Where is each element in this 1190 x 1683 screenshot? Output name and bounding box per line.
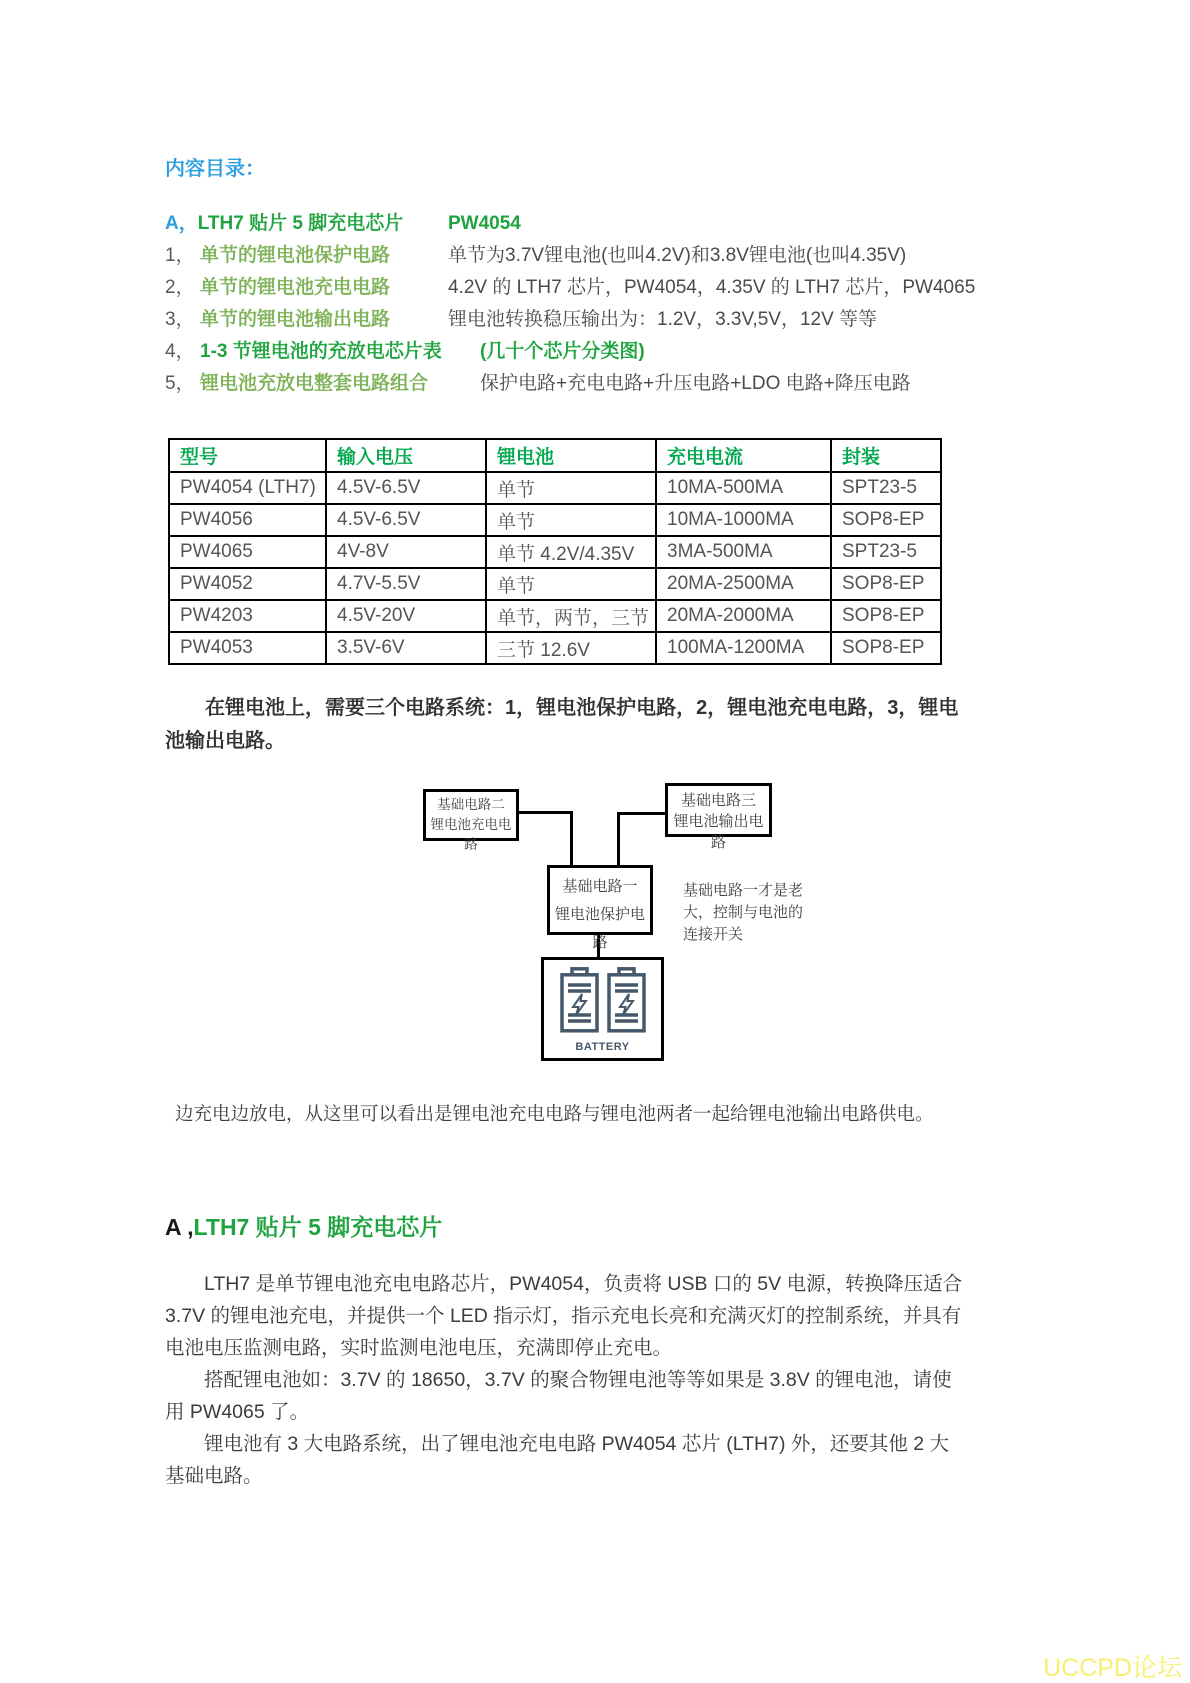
diagram-note-line: 连接开关 — [683, 926, 744, 943]
battery-box — [541, 957, 664, 1061]
toc-item-number: 3， — [165, 309, 195, 330]
table-cell: 20MA-2000MA — [656, 600, 831, 632]
toc-item-desc: (几十个芯片分类图) — [480, 341, 645, 362]
table-row — [169, 600, 941, 632]
diagram-box-title: 基础电路二 — [437, 797, 505, 812]
table-cell: 4.7V-5.5V — [326, 568, 486, 600]
table-header-cell: 锂电池 — [486, 439, 656, 472]
table-cell: 4.5V-20V — [326, 600, 486, 632]
section-heading-label: LTH7 贴片 5 脚充电芯片 — [193, 1214, 443, 1240]
body-paragraph: 搭配锂电池如：3.7V 的 18650，3.7V 的聚合物锂电池等等如果是 3.8V 的锂电池，请使用 PW4065 了。 — [165, 1369, 952, 1423]
table-cell: 单节 — [486, 568, 656, 600]
table-cell: SOP8-EP — [831, 600, 941, 632]
toc-item-desc: 单节为3.7V锂电池(也叫4.2V)和3.8V锂电池(也叫4.35V) — [448, 245, 907, 266]
table-header-cell: 充电电流 — [656, 439, 831, 472]
toc-item-number: 4， — [165, 341, 195, 362]
table-header-cell: 封装 — [831, 439, 941, 472]
table-cell: 3.5V-6V — [326, 632, 486, 664]
table-cell: PW4054 (LTH7) — [169, 472, 326, 504]
diagram-box-title: 基础电路三 — [680, 792, 756, 809]
toc-item-1 — [165, 240, 995, 272]
table-cell: 20MA-2500MA — [656, 568, 831, 600]
table-cell: 3MA-500MA — [656, 536, 831, 568]
diagram-box-charging-circuit — [423, 789, 519, 852]
table-cell: 10MA-1000MA — [656, 504, 831, 536]
toc-item-label: 1-3 节锂电池的充放电芯片表 — [200, 341, 442, 362]
table-row — [169, 568, 941, 600]
connector-line — [617, 812, 665, 815]
toc-item-label: 单节的锂电池保护电路 — [200, 245, 391, 266]
toc-title: 内容目录： — [165, 158, 265, 180]
table-cell: PW4203 — [169, 600, 326, 632]
connector-line — [519, 811, 573, 814]
table-header-cell: 输入电压 — [326, 439, 486, 472]
table-cell: PW4065 — [169, 536, 326, 568]
toc-item-desc: 4.2V 的 LTH7 芯片，PW4054，4.35V 的 LTH7 芯片，PW4065 — [448, 277, 976, 298]
table-cell: 单节，两节，三节 — [486, 600, 656, 632]
circuit-diagram — [380, 780, 840, 1080]
table-cell: SOP8-EP — [831, 504, 941, 536]
toc-heading-label: LTH7 贴片 5 脚充电芯片 — [197, 213, 404, 234]
table-cell: PW4056 — [169, 504, 326, 536]
table-cell: SOP8-EP — [831, 568, 941, 600]
diagram-caption: 边充电边放电，从这里可以看出是锂电池充电电路与锂电池两者一起给锂电池输出电路供电。 — [175, 1103, 934, 1124]
table-row — [169, 536, 941, 568]
diagram-box-protection-circuit — [547, 865, 653, 951]
table-cell: PW4052 — [169, 568, 326, 600]
table-header-cell: 型号 — [169, 439, 326, 472]
diagram-box-title: 基础电路一 — [562, 878, 638, 895]
section-heading-prefix: A , — [165, 1214, 194, 1240]
table-cell: PW4053 — [169, 632, 326, 664]
toc-item-5 — [165, 368, 995, 400]
toc-item-number: 2， — [165, 277, 195, 298]
chip-table — [168, 438, 942, 665]
battery-label: BATTERY — [575, 1041, 630, 1053]
table-cell: 单节 — [486, 504, 656, 536]
table-header-row — [169, 439, 941, 472]
connector-line — [617, 812, 620, 868]
body-copy — [165, 1268, 967, 1492]
toc-item-4 — [165, 336, 995, 368]
toc-item-label: 锂电池充放电整套电路组合 — [200, 373, 429, 394]
diagram-box-subtitle: 锂电池充电电路 — [430, 817, 512, 852]
intro-paragraph: 在锂电池上，需要三个电路系统：1，锂电池保护电路，2，锂电池充电电路，3，锂电池输出电路。 — [165, 697, 959, 752]
table-cell: 10MA-500MA — [656, 472, 831, 504]
diagram-box-subtitle: 锂电池输出电路 — [673, 813, 764, 851]
table-row — [169, 472, 941, 504]
toc-item-desc: 保护电路+充电电路+升压电路+LDO 电路+降压电路 — [480, 373, 911, 394]
body-paragraph: LTH7 是单节锂电池充电电路芯片，PW4054，负责将 USB 口的 5V 电源，转换降压适合 3.7V 的锂电池充电，并提供一个 LED 指示灯，指示充电长亮和充满灭灯的控制系统，并具有电池电压监测电路，实时监测电池电压，充满即停止充电。 — [165, 1273, 963, 1359]
table-cell: 单节 4.2V/4.35V — [486, 536, 656, 568]
table-row — [169, 504, 941, 536]
toc-item-label: 单节的锂电池输出电路 — [200, 309, 391, 330]
toc-item-desc: 锂电池转换稳压输出为：1.2V，3.3V,5V，12V 等等 — [448, 309, 878, 330]
toc-item-number: 5， — [165, 373, 195, 394]
table-cell: 三节 12.6V — [486, 632, 656, 664]
diagram-box-subtitle: 锂电池保护电路 — [554, 906, 645, 951]
table-cell: SPT23-5 — [831, 472, 941, 504]
table-row — [169, 632, 941, 664]
diagram-note-line: 大，控制与电池的 — [683, 904, 804, 921]
connector-line — [570, 811, 573, 868]
body-paragraph: 锂电池有 3 大电路系统，出了锂电池充电电路 PW4054 芯片 (LTH7) 外，还要其他 2 大基础电路。 — [165, 1433, 950, 1487]
battery-icon — [557, 967, 649, 1035]
table-of-contents — [165, 156, 995, 400]
section-heading — [165, 1212, 442, 1242]
toc-heading-line — [165, 208, 995, 240]
diagram-box-output-circuit — [665, 783, 772, 851]
table-cell: 100MA-1200MA — [656, 632, 831, 664]
watermark: UCCPD论坛 — [1043, 1654, 1182, 1682]
toc-item-number: 1， — [165, 245, 195, 266]
table-cell: SPT23-5 — [831, 536, 941, 568]
table-cell: 4.5V-6.5V — [326, 472, 486, 504]
toc-heading-value: PW4054 — [448, 213, 521, 234]
table-cell: 4V-8V — [326, 536, 486, 568]
table-cell: SOP8-EP — [831, 632, 941, 664]
diagram-note — [683, 880, 823, 946]
table-cell: 单节 — [486, 472, 656, 504]
toc-item-label: 单节的锂电池充电电路 — [200, 277, 391, 298]
toc-item-3 — [165, 304, 995, 336]
diagram-note-line: 基础电路一才是老 — [683, 882, 804, 899]
toc-item-2 — [165, 272, 995, 304]
toc-heading-prefix: A， — [165, 213, 198, 234]
table-cell: 4.5V-6.5V — [326, 504, 486, 536]
